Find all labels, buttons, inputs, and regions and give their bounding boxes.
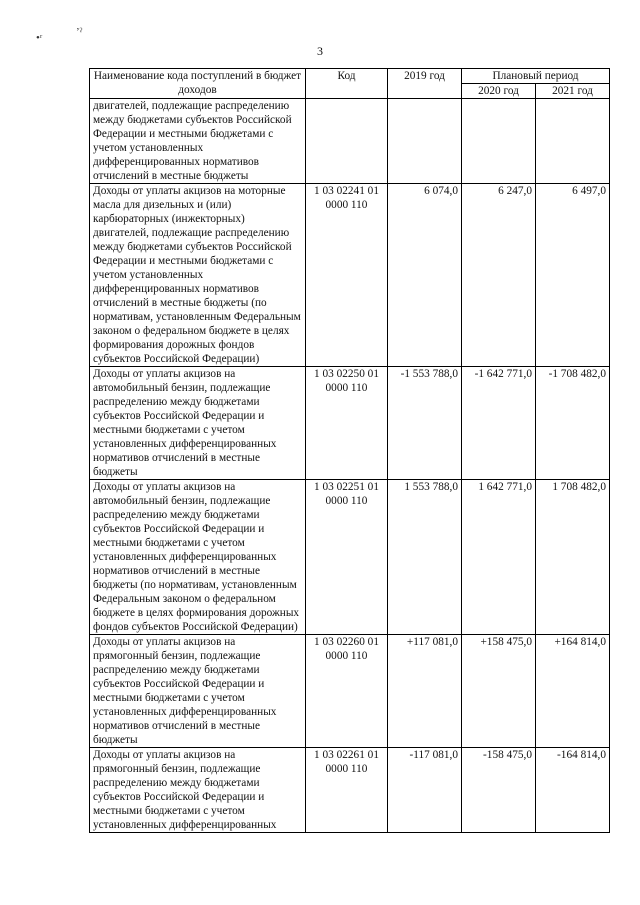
row-code: 1 03 02250 01 0000 110	[306, 367, 388, 480]
row-value-2019: -1 553 788,0	[388, 367, 462, 480]
scan-mark-left: •ʳ	[36, 32, 43, 44]
row-value-2021: -164 814,0	[536, 748, 610, 833]
table-row	[90, 480, 610, 635]
row-value-2021: 6 497,0	[536, 184, 610, 367]
row-value-2019: 1 553 788,0	[388, 480, 462, 635]
row-code: 1 03 02260 01 0000 110	[306, 635, 388, 748]
row-code	[306, 99, 388, 184]
header-2021: 2021 год	[536, 84, 610, 99]
header-2019: 2019 год	[388, 69, 462, 99]
header-planned-period: Плановый период	[462, 69, 610, 84]
table-row	[90, 367, 610, 480]
row-value-2021: +164 814,0	[536, 635, 610, 748]
row-value-2020	[462, 99, 536, 184]
header-name: Наименование кода поступлений в бюджет доходов	[90, 69, 306, 99]
row-value-2020: 1 642 771,0	[462, 480, 536, 635]
row-value-2019: +117 081,0	[388, 635, 462, 748]
row-name: Доходы от уплаты акцизов на прямогонный бензин, подлежащие распределению между бюджетами субъектов Российской Федерации и местными бюджетами с учетом установленных дифференцированных	[90, 748, 306, 833]
row-value-2021: 1 708 482,0	[536, 480, 610, 635]
row-value-2021: -1 708 482,0	[536, 367, 610, 480]
header-2020: 2020 год	[462, 84, 536, 99]
row-name: Доходы от уплаты акцизов на автомобильный бензин, подлежащие распределению между бюджетами субъектов Российской Федерации и местными бюджетами с учетом установленных дифференцированных нормативов отчислений в местные бюджеты (по нормативам, установленным Федеральным законом о федеральном бюджете в целях формирования дорожных фондов субъектов Российской Федерации)	[90, 480, 306, 635]
row-value-2019: -117 081,0	[388, 748, 462, 833]
table-header	[90, 69, 610, 99]
row-value-2020: -1 642 771,0	[462, 367, 536, 480]
row-code: 1 03 02261 01 0000 110	[306, 748, 388, 833]
page-number: 3	[317, 44, 323, 58]
row-code: 1 03 02241 01 0000 110	[306, 184, 388, 367]
row-name: двигателей, подлежащие распределению между бюджетами субъектов Российской Федерации и местными бюджетами с учетом установленных дифференцированных нормативов отчислений в местные бюджеты	[90, 99, 306, 184]
scan-mark-right: ʼˀ	[76, 26, 83, 38]
table-row	[90, 184, 610, 367]
row-value-2019	[388, 99, 462, 184]
revenue-table	[89, 68, 610, 833]
row-value-2019: 6 074,0	[388, 184, 462, 367]
row-value-2021	[536, 99, 610, 184]
table-row	[90, 635, 610, 748]
header-code: Код	[306, 69, 388, 99]
row-name: Доходы от уплаты акцизов на моторные масла для дизельных и (или) карбюраторных (инжекторных) двигателей, подлежащие распределению между бюджетами субъектов Российской Федерации и местными бюджетами с учетом установленных дифференцированных нормативов отчислений в местные бюджеты (по нормативам, установленным Федеральным законом о федеральном бюджете в целях формирования дорожных фондов субъектов Российской Федерации)	[90, 184, 306, 367]
row-name: Доходы от уплаты акцизов на прямогонный бензин, подлежащие распределению между бюджетами субъектов Российской Федерации и местными бюджетами с учетом установленных дифференцированных нормативов отчислений в местные бюджеты	[90, 635, 306, 748]
row-value-2020: +158 475,0	[462, 635, 536, 748]
table-row	[90, 99, 610, 184]
row-value-2020: 6 247,0	[462, 184, 536, 367]
table-body	[90, 99, 610, 833]
row-code: 1 03 02251 01 0000 110	[306, 480, 388, 635]
row-name: Доходы от уплаты акцизов на автомобильный бензин, подлежащие распределению между бюджетами субъектов Российской Федерации и местными бюджетами с учетом установленных дифференцированных нормативов отчислений в местные бюджеты	[90, 367, 306, 480]
row-value-2020: -158 475,0	[462, 748, 536, 833]
table-row	[90, 748, 610, 833]
